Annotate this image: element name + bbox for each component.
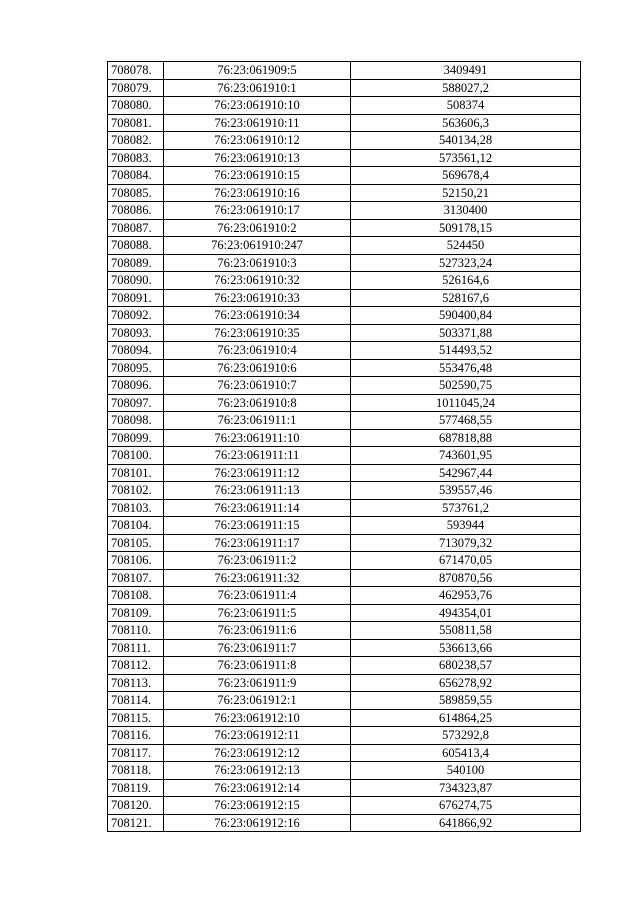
cadastral-value-cell: 614864,25 — [351, 709, 581, 727]
cadastral-number-cell: 76:23:061910:12 — [164, 132, 351, 150]
cadastral-number-cell: 76:23:061910:13 — [164, 149, 351, 167]
cadastral-value-cell: 590400,84 — [351, 307, 581, 325]
cadastral-value-cell: 641866,92 — [351, 814, 581, 832]
cadastral-number-cell: 76:23:061911:13 — [164, 482, 351, 500]
cadastral-number-cell: 76:23:061910:3 — [164, 254, 351, 272]
cadastral-value-cell: 734323,87 — [351, 779, 581, 797]
cadastral-value-cell: 656278,92 — [351, 674, 581, 692]
cadastral-value-cell: 526164,6 — [351, 272, 581, 290]
table-row — [108, 657, 581, 675]
cadastral-value-cell: 494354,01 — [351, 604, 581, 622]
cadastral-value-cell: 870870,56 — [351, 569, 581, 587]
cadastral-value-cell: 569678,4 — [351, 167, 581, 185]
row-number-cell: 708104. — [108, 517, 164, 535]
row-number-cell: 708093. — [108, 324, 164, 342]
row-number-cell: 708089. — [108, 254, 164, 272]
table-row — [108, 674, 581, 692]
cadastral-value-cell: 589859,55 — [351, 692, 581, 710]
table-row — [108, 307, 581, 325]
row-number-cell: 708116. — [108, 727, 164, 745]
cadastral-number-cell: 76:23:061910:32 — [164, 272, 351, 290]
cadastral-number-cell: 76:23:061912:12 — [164, 744, 351, 762]
cadastral-value-cell: 509178,15 — [351, 219, 581, 237]
row-number-cell: 708109. — [108, 604, 164, 622]
row-number-cell: 708088. — [108, 237, 164, 255]
cadastral-number-cell: 76:23:061910:16 — [164, 184, 351, 202]
row-number-cell: 708107. — [108, 569, 164, 587]
cadastral-value-cell: 680238,57 — [351, 657, 581, 675]
row-number-cell: 708100. — [108, 447, 164, 465]
table-row — [108, 272, 581, 290]
table-row — [108, 97, 581, 115]
cadastral-number-cell: 76:23:061910:1 — [164, 79, 351, 97]
cadastral-number-cell: 76:23:061909:5 — [164, 62, 351, 80]
cadastral-number-cell: 76:23:061911:8 — [164, 657, 351, 675]
cadastral-number-cell: 76:23:061910:7 — [164, 377, 351, 395]
table-row — [108, 184, 581, 202]
table-row — [108, 569, 581, 587]
row-number-cell: 708117. — [108, 744, 164, 762]
table-row — [108, 289, 581, 307]
table-body — [108, 62, 581, 832]
cadastral-number-cell: 76:23:061910:11 — [164, 114, 351, 132]
cadastral-value-cell: 573761,2 — [351, 499, 581, 517]
row-number-cell: 708086. — [108, 202, 164, 220]
cadastral-value-cell: 687818,88 — [351, 429, 581, 447]
row-number-cell: 708110. — [108, 622, 164, 640]
row-number-cell: 708106. — [108, 552, 164, 570]
table-row — [108, 79, 581, 97]
table-row — [108, 814, 581, 832]
table-row — [108, 237, 581, 255]
cadastral-value-cell: 3409491 — [351, 62, 581, 80]
cadastral-number-cell: 76:23:061910:33 — [164, 289, 351, 307]
row-number-cell: 708095. — [108, 359, 164, 377]
row-number-cell: 708092. — [108, 307, 164, 325]
table-row — [108, 62, 581, 80]
table-row — [108, 744, 581, 762]
cadastral-number-cell: 76:23:061911:11 — [164, 447, 351, 465]
cadastral-value-cell: 508374 — [351, 97, 581, 115]
cadastral-value-cell: 462953,76 — [351, 587, 581, 605]
table-row — [108, 412, 581, 430]
cadastral-number-cell: 76:23:061911:5 — [164, 604, 351, 622]
row-number-cell: 708091. — [108, 289, 164, 307]
cadastral-value-cell: 527323,24 — [351, 254, 581, 272]
table-row — [108, 692, 581, 710]
table-row — [108, 639, 581, 657]
table-row — [108, 342, 581, 360]
cadastral-value-cell: 573292,8 — [351, 727, 581, 745]
row-number-cell: 708108. — [108, 587, 164, 605]
table-row — [108, 709, 581, 727]
table-row — [108, 517, 581, 535]
cadastral-number-cell: 76:23:061912:10 — [164, 709, 351, 727]
row-number-cell: 708119. — [108, 779, 164, 797]
cadastral-value-cell: 605413,4 — [351, 744, 581, 762]
row-number-cell: 708083. — [108, 149, 164, 167]
table-row — [108, 359, 581, 377]
row-number-cell: 708080. — [108, 97, 164, 115]
table-row — [108, 762, 581, 780]
row-number-cell: 708085. — [108, 184, 164, 202]
cadastral-number-cell: 76:23:061910:2 — [164, 219, 351, 237]
row-number-cell: 708101. — [108, 464, 164, 482]
table-row — [108, 377, 581, 395]
table-row — [108, 132, 581, 150]
table-row — [108, 167, 581, 185]
table-row — [108, 254, 581, 272]
cadastral-number-cell: 76:23:061912:13 — [164, 762, 351, 780]
cadastral-value-cell: 502590,75 — [351, 377, 581, 395]
cadastral-number-cell: 76:23:061910:15 — [164, 167, 351, 185]
cadastral-value-cell: 577468,55 — [351, 412, 581, 430]
cadastral-number-cell: 76:23:061910:35 — [164, 324, 351, 342]
cadastral-value-cell: 528167,6 — [351, 289, 581, 307]
table-row — [108, 552, 581, 570]
cadastral-number-cell: 76:23:061912:14 — [164, 779, 351, 797]
cadastral-value-cell: 713079,32 — [351, 534, 581, 552]
cadastral-number-cell: 76:23:061912:11 — [164, 727, 351, 745]
table-row — [108, 727, 581, 745]
row-number-cell: 708078. — [108, 62, 164, 80]
cadastral-value-cell: 573561,12 — [351, 149, 581, 167]
cadastral-number-cell: 76:23:061911:12 — [164, 464, 351, 482]
cadastral-number-cell: 76:23:061911:32 — [164, 569, 351, 587]
row-number-cell: 708079. — [108, 79, 164, 97]
cadastral-number-cell: 76:23:061911:6 — [164, 622, 351, 640]
cadastral-value-cell: 52150,21 — [351, 184, 581, 202]
row-number-cell: 708098. — [108, 412, 164, 430]
cadastral-value-cell: 588027,2 — [351, 79, 581, 97]
row-number-cell: 708120. — [108, 797, 164, 815]
table-row — [108, 779, 581, 797]
table-row — [108, 324, 581, 342]
cadastral-number-cell: 76:23:061911:1 — [164, 412, 351, 430]
table-row — [108, 114, 581, 132]
table-row — [108, 202, 581, 220]
row-number-cell: 708111. — [108, 639, 164, 657]
cadastral-number-cell: 76:23:061911:14 — [164, 499, 351, 517]
cadastral-number-cell: 76:23:061911:10 — [164, 429, 351, 447]
cadastral-number-cell: 76:23:061912:15 — [164, 797, 351, 815]
cadastral-value-cell: 671470,05 — [351, 552, 581, 570]
cadastral-number-cell: 76:23:061911:7 — [164, 639, 351, 657]
cadastral-value-cell: 743601,95 — [351, 447, 581, 465]
table-row — [108, 482, 581, 500]
table-row — [108, 219, 581, 237]
cadastral-number-cell: 76:23:061912:16 — [164, 814, 351, 832]
table-row — [108, 622, 581, 640]
table-row — [108, 499, 581, 517]
row-number-cell: 708113. — [108, 674, 164, 692]
table-row — [108, 797, 581, 815]
row-number-cell: 708103. — [108, 499, 164, 517]
cadastral-value-cell: 1011045,24 — [351, 394, 581, 412]
row-number-cell: 708112. — [108, 657, 164, 675]
cadastral-value-cell: 540134,28 — [351, 132, 581, 150]
row-number-cell: 708102. — [108, 482, 164, 500]
table-row — [108, 604, 581, 622]
cadastral-value-cell: 539557,46 — [351, 482, 581, 500]
table-row — [108, 587, 581, 605]
cadastral-number-cell: 76:23:061911:15 — [164, 517, 351, 535]
cadastral-number-cell: 76:23:061911:17 — [164, 534, 351, 552]
cadastral-value-cell: 524450 — [351, 237, 581, 255]
cadastral-value-cell: 540100 — [351, 762, 581, 780]
row-number-cell: 708099. — [108, 429, 164, 447]
row-number-cell: 708084. — [108, 167, 164, 185]
cadastral-value-cell: 542967,44 — [351, 464, 581, 482]
row-number-cell: 708097. — [108, 394, 164, 412]
cadastral-value-cell: 593944 — [351, 517, 581, 535]
table-row — [108, 429, 581, 447]
cadastral-value-cell: 553476,48 — [351, 359, 581, 377]
row-number-cell: 708114. — [108, 692, 164, 710]
cadastral-value-cell: 550811,58 — [351, 622, 581, 640]
cadastral-number-cell: 76:23:061910:247 — [164, 237, 351, 255]
row-number-cell: 708096. — [108, 377, 164, 395]
cadastral-number-cell: 76:23:061910:10 — [164, 97, 351, 115]
cadastral-number-cell: 76:23:061912:1 — [164, 692, 351, 710]
cadastral-number-cell: 76:23:061910:4 — [164, 342, 351, 360]
row-number-cell: 708121. — [108, 814, 164, 832]
row-number-cell: 708081. — [108, 114, 164, 132]
cadastral-number-cell: 76:23:061910:17 — [164, 202, 351, 220]
table-row — [108, 447, 581, 465]
row-number-cell: 708082. — [108, 132, 164, 150]
cadastral-value-cell: 676274,75 — [351, 797, 581, 815]
row-number-cell: 708087. — [108, 219, 164, 237]
row-number-cell: 708105. — [108, 534, 164, 552]
row-number-cell: 708094. — [108, 342, 164, 360]
row-number-cell: 708090. — [108, 272, 164, 290]
cadastral-number-cell: 76:23:061910:34 — [164, 307, 351, 325]
cadastral-number-cell: 76:23:061911:4 — [164, 587, 351, 605]
cadastral-number-cell: 76:23:061911:2 — [164, 552, 351, 570]
cadastral-value-cell: 514493,52 — [351, 342, 581, 360]
table-row — [108, 464, 581, 482]
cadastral-number-cell: 76:23:061910:8 — [164, 394, 351, 412]
table-row — [108, 394, 581, 412]
table-row — [108, 149, 581, 167]
cadastral-value-cell: 536613,66 — [351, 639, 581, 657]
cadastral-value-table — [107, 61, 581, 832]
cadastral-value-cell: 3130400 — [351, 202, 581, 220]
cadastral-number-cell: 76:23:061910:6 — [164, 359, 351, 377]
row-number-cell: 708115. — [108, 709, 164, 727]
cadastral-value-cell: 503371,88 — [351, 324, 581, 342]
cadastral-number-cell: 76:23:061911:9 — [164, 674, 351, 692]
row-number-cell: 708118. — [108, 762, 164, 780]
table-row — [108, 534, 581, 552]
cadastral-value-cell: 563606,3 — [351, 114, 581, 132]
